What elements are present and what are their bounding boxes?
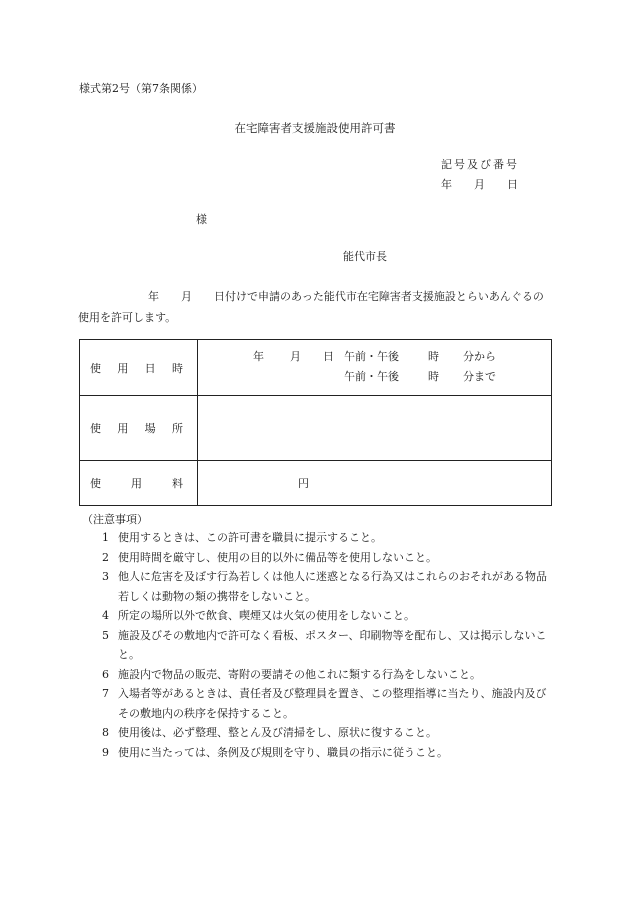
month-label: 月 (474, 178, 485, 191)
usage-place-value[interactable] (198, 396, 552, 461)
list-item: 7 入場者等があるときは、責任者及び整理員を置き、この整理指導に当たり、施設内及びその敷地内の秩序を保持すること。 (102, 687, 547, 720)
list-item: 9 使用に当たっては、条例及び規則を守り、職員の指示に従うこと。 (102, 745, 448, 759)
issue-date (441, 176, 518, 192)
list-item: 4 所定の場所以外で飲食、喫煙又は火気の使用をしないこと。 (102, 609, 415, 622)
list-item: 2 使用時間を厳守し、使用の目的以外に備品等を使用しないこと。 (102, 550, 437, 564)
usage-fee-label: 使 用 料 (80, 461, 198, 506)
list-item: 8 使用後は、必ず整理、整とん及び清掃をし、原状に復すること。 (102, 726, 437, 739)
list-item: 1 使用するときは、この許可書を職員に提示すること。 (102, 531, 382, 544)
issuer-name: 能代市長 (343, 250, 387, 263)
time-to-line: 午前・午後 時 分まで (344, 369, 496, 383)
usage-table (79, 339, 552, 506)
permission-statement: 年 月 日付けで申請のあった能代市在宅障害者支援施設とらいあんぐるの使用を許可します。 (78, 290, 544, 324)
usage-fee-value[interactable] (198, 461, 552, 506)
notes-heading: （注意事項） (82, 513, 148, 526)
usage-datetime-value[interactable] (198, 340, 552, 396)
usage-datetime-label: 使 用 日 時 (80, 340, 198, 396)
table-row-usage-place (80, 396, 552, 461)
yen-unit: 円 (298, 477, 309, 490)
form-label: 様式第2号（第7条関係） (79, 82, 203, 95)
list-item: 5 施設及びその敷地内で許可なく看板、ポスター、印刷物等を配布し、又は掲示しないこと。 (102, 628, 547, 661)
list-item: 3 他人に危害を及ぼす行為若しくは他人に迷惑となる行為又はこれらのおそれがある物品若しくは動物の類の携帯をしないこと。 (102, 570, 547, 603)
table-row-usage-fee (80, 461, 552, 506)
day-label: 日 (507, 178, 518, 191)
table-row-usage-datetime (80, 340, 552, 396)
list-item: 6 施設内で物品の販売、寄附の要請その他これに類する行為をしないこと。 (102, 667, 481, 681)
notes-list (78, 528, 552, 762)
reference-number-label: 記号及び番号 (441, 158, 519, 171)
usage-place-label: 使 用 場 所 (80, 396, 198, 461)
addressee-suffix: 様 (196, 213, 207, 226)
time-from-line: 年 月 日 午前・午後 時 分から (253, 349, 496, 363)
year-label: 年 (441, 178, 452, 191)
document-title: 在宅障害者支援施設使用許可書 (234, 121, 396, 135)
